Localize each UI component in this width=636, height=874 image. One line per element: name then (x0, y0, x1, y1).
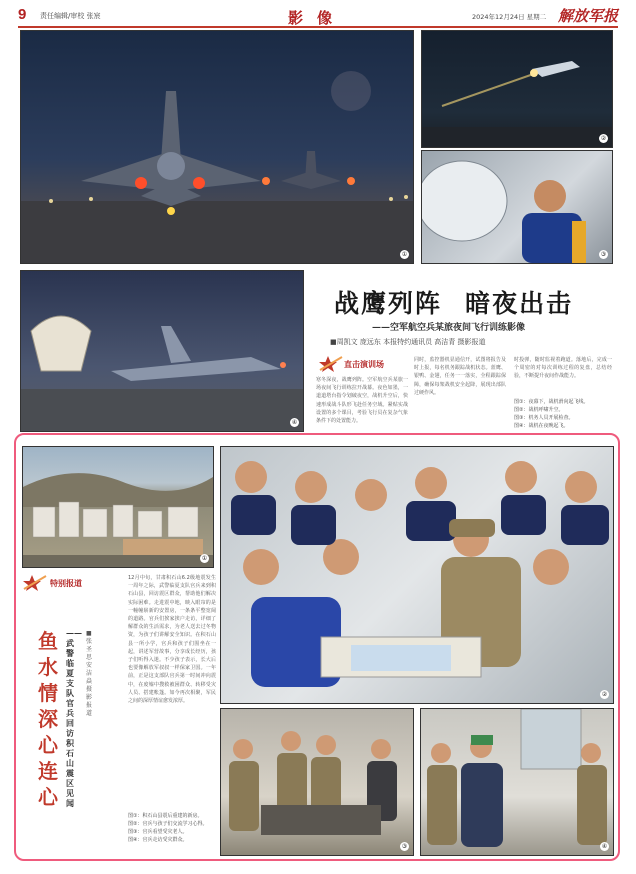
top-body-column-3: 时投弹，随时监视着跑道。落地后，完成一个周密的对每次训练过程的复盘，总结经验，不断提升夜间作战能力。 (514, 357, 612, 380)
photo-number: ① (401, 251, 408, 258)
top-story-credit: ■周凯文 庞远东 本报特约通讯员 高洁青 摄影报道 (330, 338, 486, 346)
photo-jet-parachute (20, 270, 304, 432)
photo-number: ④ (601, 843, 608, 850)
photo-number: ④ (291, 419, 298, 426)
page-number: 9 (18, 6, 27, 23)
caption: 图④：战机在夜晚起飞。 (514, 423, 569, 429)
feature-subtitle: ——武警临夏支队官兵回访积石山震区见闻 (66, 628, 82, 808)
caption: 图①：积石山县震后重建的新房。 (128, 813, 203, 819)
visit-illustration (221, 709, 413, 855)
caption: 图①：夜幕下，战机滑向起飞线。 (514, 399, 589, 405)
students-illustration (221, 447, 613, 703)
top-captions (514, 398, 612, 430)
feature-title: 鱼水情深心连心 (38, 629, 58, 809)
column-tag-label: 直击演训场 (344, 360, 384, 369)
star-icon (22, 574, 48, 592)
section-title: 影像 (288, 9, 347, 27)
title-part-1: 战鹰列阵 (334, 289, 443, 318)
photo-rebuilt-town (22, 446, 214, 568)
photo-maintenance-crew (421, 150, 613, 264)
caption: 图③：官兵看望受灾老人。 (128, 829, 188, 835)
top-body-column-1: 寒冬深夜，战鹰列阵。空军航空兵某旅一场夜间飞行训练拉开战幕。夜色如墨，一道道塔台指令划破夜空，战机升空后，快速形成战斗队形飞赴任务空域。紧贴实战设置的多个课目，考验飞行员在复杂气象条件下的处置能力。 (316, 377, 408, 425)
column-tag-live-drill (318, 355, 384, 377)
photo-number: ② (600, 135, 607, 142)
page-header (18, 6, 618, 28)
caption: 图②：战机呼啸升空。 (514, 407, 564, 413)
crew-illustration (422, 151, 612, 263)
photo-number: ② (601, 691, 608, 698)
photo-jets-on-runway (20, 30, 414, 264)
parachute-illustration (21, 271, 303, 431)
feature-captions (128, 812, 218, 844)
column-tag-label: 特别报道 (50, 579, 82, 588)
photo-visiting-elderly (220, 708, 414, 856)
top-body-column-2: 同时，监控器机显通信开，试图将报告及时上报，每名机务跟踪战机状态。蓝鹰、银鸭、金翅，任务一一落实，全程跟踪保障，确保每架战机安全起降，展现出部队过硬作风。 (414, 357, 506, 396)
photo-number: ③ (401, 843, 408, 850)
star-icon (318, 355, 344, 373)
villager-illustration (421, 709, 613, 855)
caption: 图③：机务人员开展检查。 (514, 415, 574, 421)
feature-credit: ■张圣思 安洁焱 摄影报道 (86, 630, 93, 717)
photo-number: ③ (600, 251, 607, 258)
caption: 图④：官兵走访受灾群众。 (128, 837, 188, 843)
column-tag-special-report (22, 574, 82, 596)
photo-soldiers-with-villager (420, 708, 614, 856)
photo-soldier-with-students (220, 446, 614, 704)
photo-number: ① (201, 555, 208, 562)
jet-illustration (21, 31, 413, 263)
editor-credit: 责任编辑/审校 张宸 (40, 12, 101, 20)
photo-jet-takeoff (421, 30, 613, 148)
jet-trail-illustration (422, 31, 612, 147)
feature-body: 12月中旬，甘肃积石山6.2级地震发生一周年之际，武警临夏支队官兵来到积石山县，回访震区群众，帮助他们解决实际困难。走进震中地，映入眼帘的是一幢幢崭新的安置房，一条条平整宽阔的道路。官兵们挨家挨户走访，详细了解群众的生活需求，为老人送去过冬物资，为孩子们讲解安全知识。在积石山县一所小学，官兵和孩子们围坐在一起，讲述军营故事，分享成长经历，孩子们听得入迷。不少孩子表示，长大后也要像解放军叔叔一样保家卫国。一年前，正是这支部队官兵第一时间冲向震中，在废墟中搜救被困群众、转移受灾人员、搭建帐篷。如今再次相聚，军民之间的深厚情谊愈发浓厚。 (128, 575, 216, 705)
title-part-2: 暗夜出击 (465, 289, 574, 318)
issue-date: 2024年12月24日 星期二 (472, 13, 547, 21)
top-story-title (334, 284, 573, 320)
top-story-subtitle: ——空军航空兵某旅夜间飞行训练影像 (372, 323, 526, 333)
newspaper-logo: 解放军报 (558, 7, 619, 25)
town-illustration (23, 447, 213, 567)
caption: 图②：官兵与孩子们交流学习心得。 (128, 821, 208, 827)
